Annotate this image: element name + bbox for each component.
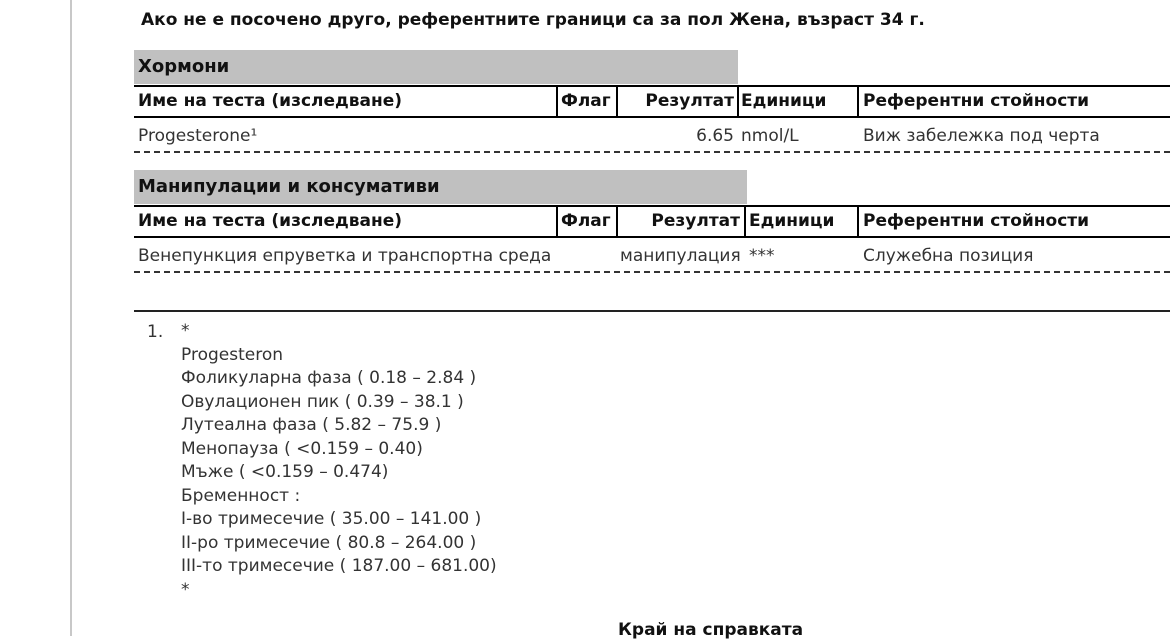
header-units: Единици — [741, 91, 827, 111]
header-reference: Референтни стойности — [863, 91, 1090, 111]
column-divider — [556, 87, 558, 116]
column-divider — [857, 87, 859, 116]
reference-value: Служебна позиция — [863, 246, 1034, 266]
header-reference: Референтни стойности — [863, 211, 1090, 231]
footnote-line: Овулационен пик ( 0.39 – 38.1 ) — [181, 391, 464, 412]
footnote-line: Менопауза ( <0.159 – 0.40) — [181, 438, 423, 459]
table-header-hormones — [134, 85, 1170, 118]
header-test-name: Име на теста (изследване) — [138, 211, 403, 231]
test-name-progesterone: Progesterone¹ — [138, 126, 258, 146]
section-title-hormones: Хормони — [134, 50, 738, 84]
column-divider — [616, 207, 618, 236]
footnote-line: Фоликуларна фаза ( 0.18 – 2.84 ) — [181, 368, 477, 388]
column-divider — [744, 207, 746, 236]
header-units: Единици — [749, 211, 835, 231]
section-title-manipulations: Манипулации и консумативи — [134, 170, 747, 204]
footnote-line: I-во тримесечие ( 35.00 – 141.00 ) — [181, 509, 482, 529]
table-header-manipulations — [134, 205, 1170, 238]
test-name-venipuncture: Венепункция епруветка и транспортна среда — [138, 246, 552, 266]
result-value: манипулация — [620, 246, 741, 266]
table-row — [134, 120, 1170, 153]
result-value: 6.65 — [696, 126, 734, 146]
footnote-line: II-ро тримесечие ( 80.8 – 264.00 ) — [181, 532, 477, 553]
footnote-text — [181, 320, 497, 602]
footnote-line: Мъже ( <0.159 – 0.474) — [181, 462, 389, 482]
column-divider — [616, 87, 618, 116]
footnote-line: Бременност : — [181, 485, 301, 506]
footnote-line: * — [181, 321, 190, 341]
column-divider — [857, 207, 859, 236]
footnote-line: * — [181, 579, 190, 600]
header-result: Резултат — [645, 91, 734, 111]
footnote-divider — [134, 310, 1170, 312]
footnote-line: III-то тримесечие ( 187.00 – 681.00) — [181, 556, 497, 576]
reference-intro-text: Ако не е посочено друго, референтните граници са за пол Жена, възраст 34 г. — [141, 10, 925, 30]
units-value: *** — [749, 246, 775, 266]
header-flag: Флаг — [561, 211, 611, 231]
end-of-report-text: Край на справката — [618, 620, 804, 640]
column-divider — [737, 87, 739, 116]
header-result: Резултат — [651, 211, 740, 231]
units-value: nmol/L — [741, 126, 799, 146]
reference-value: Виж забележка под черта — [863, 126, 1100, 146]
page-left-border — [70, 0, 72, 636]
column-divider — [556, 207, 558, 236]
header-flag: Флаг — [561, 91, 611, 111]
footnote-number: 1. — [147, 322, 164, 342]
footnote-line: Progesteron — [181, 344, 283, 365]
table-row — [134, 240, 1170, 273]
footnote-line: Лутеална фаза ( 5.82 – 75.9 ) — [181, 415, 442, 435]
header-test-name: Име на теста (изследване) — [138, 91, 403, 111]
